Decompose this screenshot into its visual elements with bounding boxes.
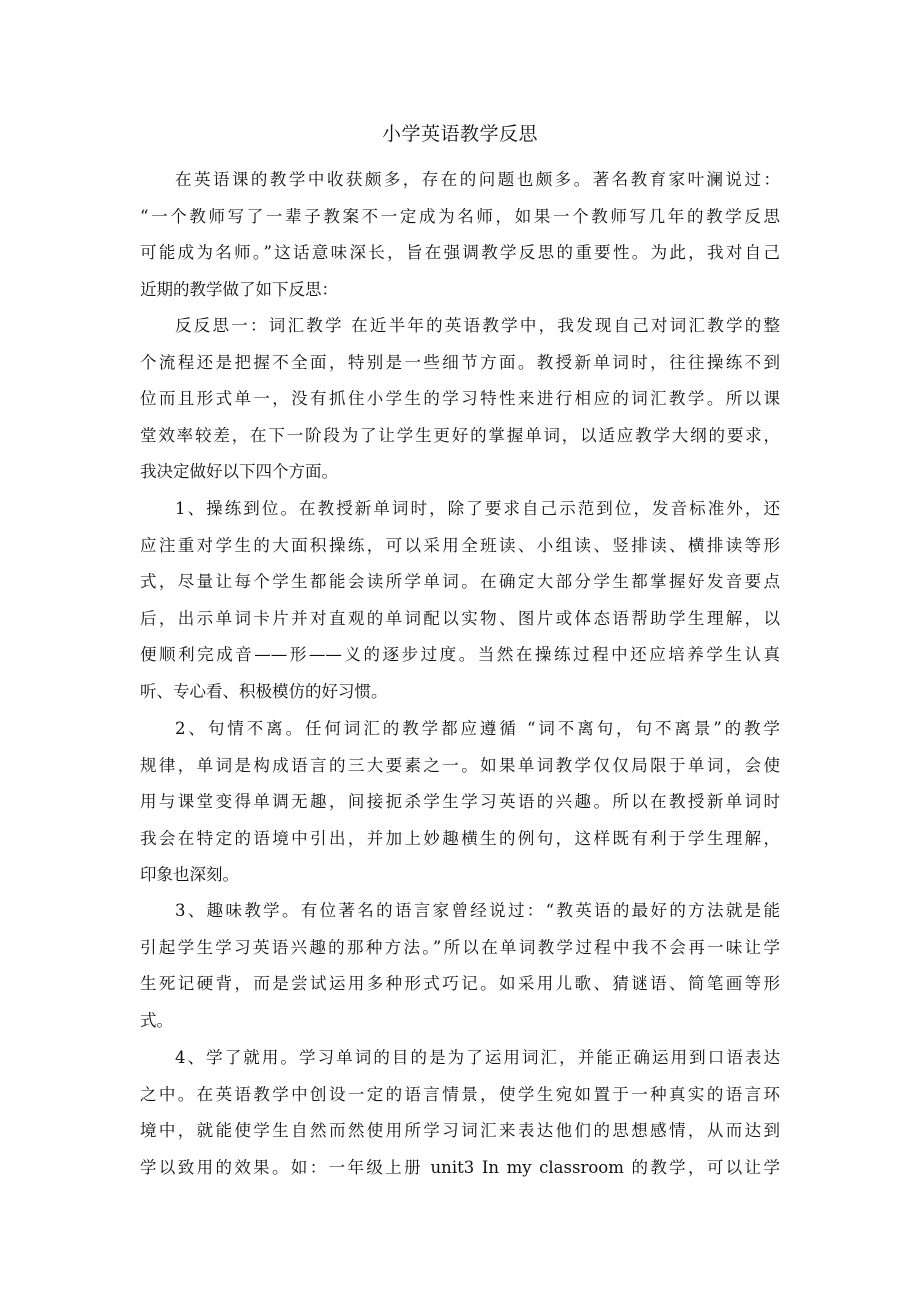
text-line: 近期的教学做了如下反思： — [140, 279, 338, 299]
text-line: 生死记硬背，而是尝试运用多种形式巧记。如采用儿歌、猜谜语、简笔画等形 — [140, 974, 780, 994]
text-line: 反反思一：词汇教学 在近半年的英语教学中，我发现自己对词汇教学的整 — [175, 316, 780, 335]
text-line: 我决定做好以下四个方面。 — [140, 462, 338, 482]
text-line: 应注重对学生的大面积操练，可以采用全班读、小组读、竖排读、横排读等形 — [140, 535, 780, 555]
text-line: 式，尽量让每个学生都能会读所学单词。在确定大部分学生都掌握好发音要点 — [140, 572, 780, 592]
text-line: 学以致用的效果。如：一年级上册 unit3 In my classroom 的教学，可以让学 — [140, 1157, 780, 1177]
text-line: 我会在特定的语境中引出，并加上妙趣横生的例句，这样既有利于学生理解， — [140, 828, 780, 848]
text-line: 印象也深刻。 — [140, 865, 239, 885]
paragraph-intro — [140, 162, 780, 308]
text-line: 个流程还是把握不全面，特别是一些细节方面。教授新单词时，往往操练不到 — [140, 352, 780, 372]
paragraph-point-4 — [140, 1040, 780, 1186]
text-line: 4、学了就用。学习单词的目的是为了运用词汇，并能正确运用到口语表达 — [175, 1048, 780, 1067]
text-line: 1、操练到位。在教授新单词时，除了要求自己示范到位，发音标准外，还 — [175, 499, 780, 518]
paragraph-point-3 — [140, 893, 780, 1039]
document-title: 小学英语教学反思 — [381, 123, 538, 145]
text-line: 3、趣味教学。有位著名的语言家曾经说过：“教英语的最好的方法就是能 — [175, 901, 780, 920]
text-line: 规律，单词是构成语言的三大要素之一。如果单词教学仅仅局限于单词，会使 — [140, 755, 780, 775]
text-line: 引起学生学习英语兴趣的那种方法。”所以在单词教学过程中我不会再一味让学 — [140, 937, 780, 957]
paragraph-point-1 — [140, 491, 780, 711]
text-line: 在英语课的教学中收获颇多，存在的问题也颇多。著名教育家叶澜说过： — [175, 170, 780, 189]
text-line: 可能成为名师。”这话意味深长，旨在强调教学反思的重要性。为此，我对自己 — [140, 243, 780, 263]
paragraph-reflection-one — [140, 308, 780, 491]
text-line: 之中。在英语教学中创设一定的语言情景，使学生宛如置于一种真实的语言环 — [140, 1084, 780, 1104]
text-line: 境中，就能使学生自然而然使用所学习词汇来表达他们的思想感情，从而达到 — [140, 1121, 780, 1141]
text-line: 便顺利完成音——形——义的逐步过度。当然在操练过程中还应培养学生认真 — [140, 645, 780, 665]
text-line: 位而且形式单一，没有抓住小学生的学习特性来进行相应的词汇教学。所以课 — [140, 389, 780, 409]
text-line: 后，出示单词卡片并对直观的单词配以实物、图片或体态语帮助学生理解，以 — [140, 608, 780, 628]
text-line: 堂效率较差，在下一阶段为了让学生更好的掌握单词，以适应教学大纲的要求， — [140, 425, 780, 445]
text-line: “一个教师写了一辈子教案不一定成为名师，如果一个教师写几年的教学反思 — [140, 206, 780, 226]
text-line: 2、句情不离。任何词汇的教学都应遵循 “词不离句，句不离景”的教学 — [175, 719, 780, 738]
text-line: 听、专心看、积极模仿的好习惯。 — [140, 681, 388, 701]
paragraph-point-2 — [140, 711, 780, 894]
text-line: 式。 — [140, 1010, 173, 1030]
text-line: 用与课堂变得单调无趣，间接扼杀学生学习英语的兴趣。所以在教授新单词时 — [140, 792, 780, 812]
